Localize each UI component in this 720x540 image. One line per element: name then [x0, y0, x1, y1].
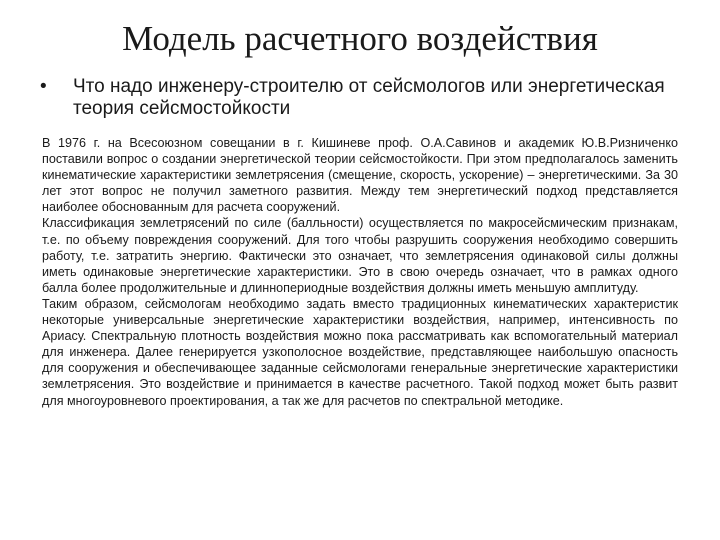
body-text: [42, 135, 678, 409]
paragraph: Классификация землетрясений по силе (балльности) осуществляется по макросейсмическим признакам, т.е. по объему повреждения сооружений. Для того чтобы разрушить сооружения необходимо совершить работу, т.е. затратить энергию. Фактически это означает, что землетрясения одинаковой силы должны иметь одинаковые энергетические характеристики. Это в свою очередь означает, что в рамках одного балла более продолжительные и длиннопериодные воздействия должны иметь меньшую амплитуду.: [42, 216, 678, 295]
paragraph: Таким образом, сейсмологам необходимо задать вместо традиционных кинематических характеристик некоторые универсальные энергетические характеристики воздействия, например, интенсивность по Ариасу. Спектральную плотность воздействия можно пока рассматривать как вспомогательный материал для инженера. Далее генерируется узкополосное воздействие, представляющее наибольшую опасность для сооружения и обеспечивающее заданные сейсмологами генеральные энергетические характеристики землетрясения. Это воздействие и принимается в качестве расчетного. Такой подход может быть развит для многоуровневого проектирования, а так же для расчетов по спектральной методике.: [42, 296, 678, 408]
slide-title: Модель расчетного воздействия: [122, 19, 598, 58]
bullet-item: [40, 76, 700, 120]
bullet-marker: •: [40, 76, 47, 97]
bullet-text: Что надо инженеру-строителю от сейсмологов или энергетическая теория сейсмостойкости: [73, 76, 665, 119]
paragraph: В 1976 г. на Всесоюзном совещании в г. Кишиневе проф. О.А.Савинов и академик Ю.В.Ризниченко поставили вопрос о создании энергетической теории сейсмостойкости. При этом предполагалось заменить кинематические характеристики землетрясения (смещение, скорость, ускорение) – энергетическими. За 30 лет этот вопрос не получил заметного развития. Между тем энергетический подход представляется наиболее обоснованным для расчета сооружений.: [42, 136, 678, 215]
